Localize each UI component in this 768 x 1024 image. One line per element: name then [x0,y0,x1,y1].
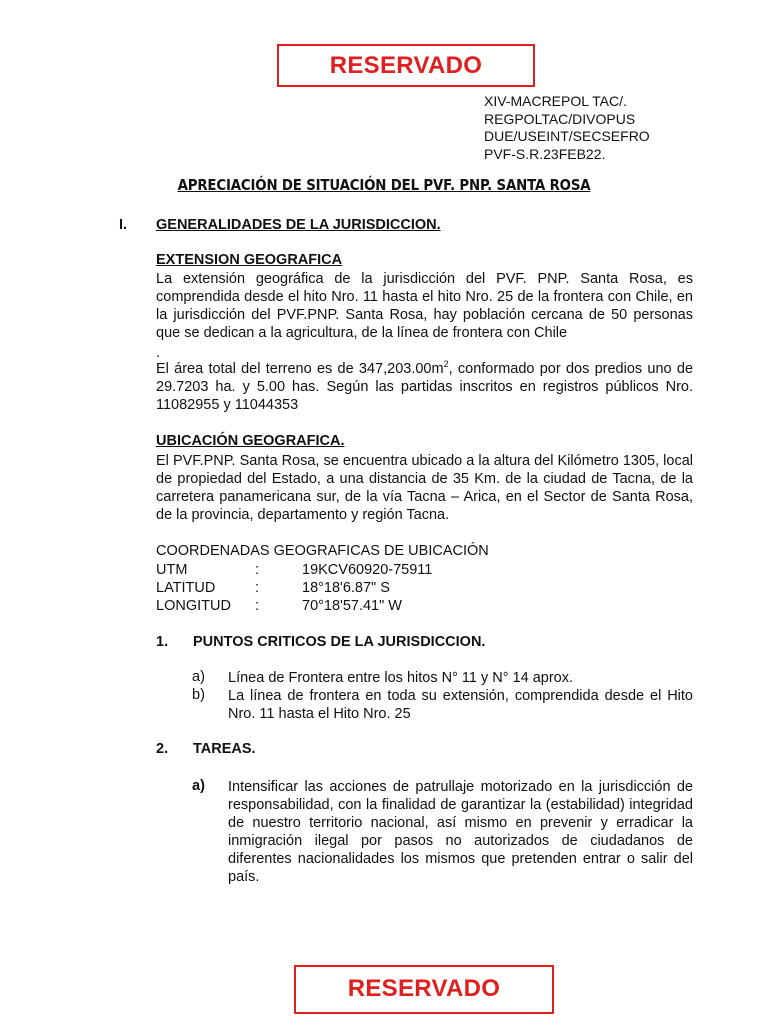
section-number: I. [119,217,128,233]
extension-paragraph: La extensión geográfica de la jurisdicción del PVF. PNP. Santa Rosa, es comprendida desde el hito Nro. 11 hasta el hito Nro. 25 de la frontera con Chile, en la jurisdicción del PVF.PNP. Santa Rosa, hay población cercana de 50 personas que se dedican a la agricultura, de la línea de frontera con Chile [156,271,693,341]
area-superscript: 2 [443,359,449,370]
puntos-item-text: La línea de frontera en toda su extensión, comprendida desde el Hito Nro. 11 hasta el Hito Nro. 25 [228,688,693,722]
reference-line: XIV-MACREPOL TAC/. [484,93,627,109]
document-title: APRECIACIÓN DE SITUACIÓN DEL PVF. PNP. SANTA ROSA [177,176,591,194]
coordinate-separator: : [255,598,260,614]
extension-dot: . [156,345,161,361]
reserved-stamp-top: RESERVADO [277,44,535,87]
section-title: GENERALIDADES DE LA JURISDICCION. [156,217,441,233]
reserved-stamp-bottom: RESERVADO [294,965,554,1014]
coordinate-separator: : [255,562,260,578]
tareas-item-text: Intensificar las acciones de patrullaje motorizado en la jurisdicción de responsabilidad, con la finalidad de garantizar la (estabilidad) integridad de nuestro territorio nacional, así mismo en prevenir y erradicar la inmigración ilegal por pasos no autorizados de ciudadanos de diferentes nacionalidades los mismos que pretenden entrar o salir del país. [228,779,693,885]
area-paragraph [156,360,693,414]
coordinate-value: 70°18'57.41" W [302,598,402,614]
coordinate-label: LONGITUD [156,598,231,614]
reference-line: DUE/USEINT/SECSEFRO [484,128,650,144]
extension-heading: EXTENSION GEOGRAFICA [156,252,343,268]
coordinate-label: UTM [156,562,188,578]
reference-line: PVF-S.R.23FEB22. [484,145,606,162]
area-text-pre: El área total del terreno es de 347,203.00m [156,361,444,377]
tareas-item-letter: a) [192,778,205,794]
puntos-item-letter: a) [192,669,205,685]
puntos-title: PUNTOS CRITICOS DE LA JURISDICCION. [193,634,486,650]
coordenadas-heading: COORDENADAS GEOGRAFICAS DE UBICACIÓN [156,543,489,559]
area-text-post: , conformado por dos predios uno de 29.7203 ha. y 5.00 has. Según las partidas inscritos en registros públicos Nro. 11082955 y 11044353 [156,361,694,413]
coordinate-label: LATITUD [156,580,216,596]
coordinate-separator: : [255,580,260,596]
coordinate-value: 19KCV60920-75911 [302,562,433,578]
coordinate-value: 18°18'6.87" S [302,580,390,596]
tareas-number: 2. [156,741,169,757]
reference-block [484,93,650,163]
puntos-item-text: Línea de Frontera entre los hitos N° 11 y N° 14 aprox. [228,670,574,686]
puntos-item-letter: b) [192,687,205,703]
ubicacion-paragraph: El PVF.PNP. Santa Rosa, se encuentra ubicado a la altura del Kilómetro 1305, local de propiedad del Estado, a una distancia de 35 Km. de la ciudad de Tacna, de la carretera panamericana sur, de la vía Tacna – Arica, en el Sector de Santa Rosa, de la provincia, departamento y región Tacna. [156,453,693,523]
puntos-number: 1. [156,634,169,650]
tareas-title: TAREAS. [193,741,256,757]
reference-line: REGPOLTAC/DIVOPUS [484,110,636,127]
ubicacion-heading: UBICACIÓN GEOGRAFICA. [156,433,345,449]
